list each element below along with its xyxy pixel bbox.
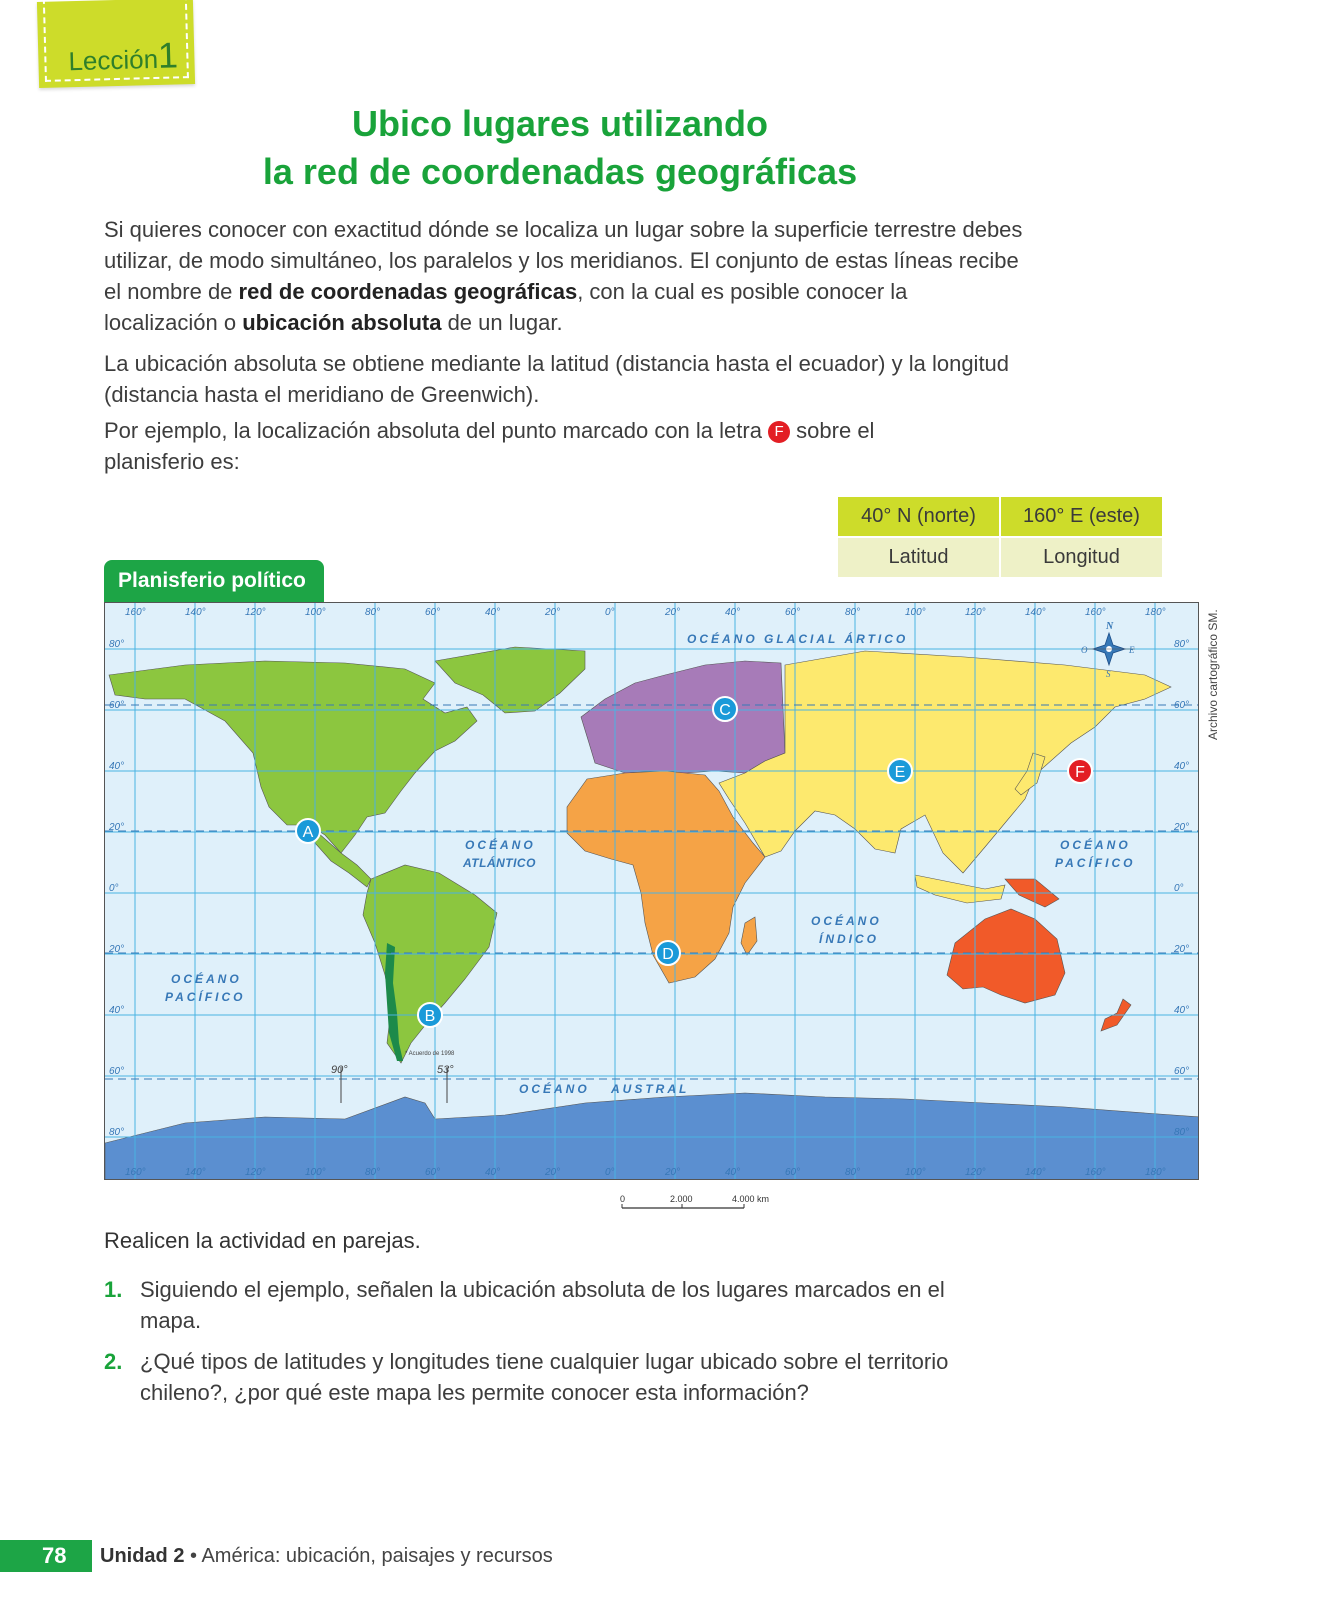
- lat-label-right: 60°: [1174, 1066, 1190, 1077]
- lon-label-top: 100°: [905, 607, 926, 618]
- label-53: 53°: [437, 1064, 454, 1076]
- marker-f: [1068, 759, 1092, 783]
- intro-paragraph-1: [104, 214, 1024, 338]
- svg-text:E: E: [894, 764, 906, 781]
- world-map-svg: [105, 603, 1199, 1180]
- compass-s: S: [1106, 669, 1111, 679]
- lon-label-top: 20°: [665, 607, 681, 618]
- lon-label-bottom: 100°: [905, 1167, 926, 1178]
- lon-label-top: 160°: [1085, 607, 1106, 618]
- svg-text:D: D: [662, 946, 674, 963]
- lat-label-left: 40°: [109, 761, 125, 772]
- lon-label-top: 60°: [785, 607, 801, 618]
- svg-text:B: B: [424, 1008, 436, 1025]
- svg-text:C: C: [719, 702, 731, 719]
- lon-label-bottom: 20°: [545, 1167, 561, 1178]
- south-america: [363, 865, 497, 1063]
- activity-item-1: [104, 1274, 964, 1336]
- lon-label-top: 120°: [965, 607, 986, 618]
- lesson-number: 1: [157, 34, 179, 76]
- lon-label-bottom: 40°: [485, 1167, 501, 1178]
- lon-label-top: 40°: [725, 607, 741, 618]
- marker-d: [656, 941, 680, 965]
- intro-text: , con la cual es posible conocer la localización o: [104, 279, 908, 335]
- footer-separator: •: [184, 1545, 202, 1567]
- ocean-austral-1: OCÉANO: [519, 1082, 590, 1096]
- world-map: [104, 602, 1199, 1180]
- lat-label-right: 80°: [1174, 639, 1190, 650]
- lon-label-top: 180°: [1145, 607, 1166, 618]
- scale-2000: 2.000: [670, 1194, 693, 1204]
- intro-paragraph-3: [104, 415, 944, 477]
- scale-0: 0: [620, 1194, 626, 1204]
- intro-text: de un lugar.: [441, 310, 563, 335]
- lon-label-bottom: 160°: [1085, 1167, 1106, 1178]
- lon-label-bottom: 60°: [785, 1167, 801, 1178]
- lat-label-left: 80°: [109, 1127, 125, 1138]
- lon-label-top: 100°: [305, 607, 326, 618]
- svg-text:A: A: [302, 824, 314, 841]
- latitude-value: 40° N (norte): [838, 497, 999, 536]
- svg-text:F: F: [1075, 764, 1085, 781]
- item-number: 1.: [104, 1277, 123, 1302]
- lon-label-bottom: 180°: [1145, 1167, 1166, 1178]
- lat-label-left: 20°: [109, 822, 125, 833]
- footer-subject: América: ubicación, paisajes y recursos: [201, 1545, 553, 1567]
- lon-label-bottom: 0°: [605, 1167, 615, 1178]
- footer-text: [100, 1540, 553, 1572]
- lon-label-top: 120°: [245, 607, 266, 618]
- map-label: Planisferio político: [104, 560, 324, 602]
- greenland: [435, 647, 585, 713]
- item-text: Siguiendo el ejemplo, señalen la ubicación absoluta de los lugares marcados en el mapa.: [140, 1277, 945, 1333]
- ocean-austral-2: AUSTRAL: [611, 1082, 690, 1096]
- map-credit: Archivo cartográfico SM.: [1206, 609, 1220, 740]
- lon-label-bottom: 80°: [845, 1167, 861, 1178]
- lat-label-right: 40°: [1174, 761, 1190, 772]
- title-line-1: Ubico lugares utilizando: [351, 103, 769, 144]
- scale-4000: 4.000 km: [732, 1194, 770, 1204]
- madagascar: [741, 917, 757, 955]
- lat-label-right: 20°: [1174, 944, 1190, 955]
- intro-text: Si quieres conocer con exactitud dónde se localiza un lugar sobre la superficie terrestre debes utilizar, de modo simultáneo, los paralelos y los meridianos. El conjunto de estas líneas recibe el nombre de: [104, 217, 1023, 304]
- australia: [947, 909, 1065, 1003]
- lon-label-top: 0°: [605, 607, 615, 618]
- lon-label-top: 140°: [1025, 607, 1046, 618]
- lat-label-left: 60°: [109, 1066, 125, 1077]
- marker-e: [888, 759, 912, 783]
- item-text: ¿Qué tipos de latitudes y longitudes tiene cualquier lugar ubicado sobre el territorio chileno?, ¿por qué este mapa les permite conocer esta información?: [140, 1349, 949, 1405]
- lat-label-left: 60°: [109, 700, 125, 711]
- compass-o: O: [1081, 645, 1088, 655]
- lat-label-right: 80°: [1174, 1127, 1190, 1138]
- intro-paragraph-2: La ubicación absoluta se obtiene mediante la latitud (distancia hasta el ecuador) y la longitud (distancia hasta el meridiano de Greenwich).: [104, 351, 1010, 407]
- lat-label-left: 80°: [109, 639, 125, 650]
- ocean-pacific-east-1: OCÉANO: [1060, 838, 1131, 852]
- item-number: 2.: [104, 1349, 123, 1374]
- activity-item-2: [104, 1346, 964, 1408]
- intro-bold-term: ubicación absoluta: [242, 310, 442, 335]
- lon-label-top: 20°: [545, 607, 561, 618]
- lon-label-bottom: 40°: [725, 1167, 741, 1178]
- ocean-atlantic-1: OCÉANO: [465, 838, 536, 852]
- page-number: 78: [42, 1543, 67, 1568]
- lon-label-top: 140°: [185, 607, 206, 618]
- ocean-pacific-west-2: PACÍFICO: [165, 990, 246, 1004]
- page-title: [150, 100, 970, 196]
- lat-label-right: 20°: [1174, 822, 1190, 833]
- marker-f-badge: F: [768, 421, 790, 443]
- lon-label-top: 160°: [125, 607, 146, 618]
- lon-label-top: 80°: [365, 607, 381, 618]
- north-america: [109, 661, 477, 853]
- title-line-2: la red de coordenadas geográficas: [262, 151, 858, 192]
- lon-label-bottom: 60°: [425, 1167, 441, 1178]
- lat-label-right: 60°: [1174, 700, 1190, 711]
- lon-label-bottom: 160°: [125, 1167, 146, 1178]
- europe: [581, 661, 785, 773]
- intro-text: sobre el planisferio es:: [104, 418, 875, 474]
- intro-bold-term: red de coordenadas geográficas: [238, 279, 578, 304]
- lat-label-right: 40°: [1174, 1005, 1190, 1016]
- intro-text: Por ejemplo, la localización absoluta del punto marcado con la letra: [104, 418, 769, 443]
- lon-label-bottom: 80°: [365, 1167, 381, 1178]
- lon-label-bottom: 100°: [305, 1167, 326, 1178]
- marker-c: [713, 697, 737, 721]
- latitude-header: Latitud: [838, 538, 999, 577]
- lon-label-bottom: 140°: [185, 1167, 206, 1178]
- lat-label-left: 40°: [109, 1005, 125, 1016]
- lat-label-left: 0°: [109, 883, 119, 894]
- lesson-tab: [37, 0, 195, 88]
- ocean-pacific-east-2: PACÍFICO: [1055, 856, 1136, 870]
- ocean-arctic: OCÉANO GLACIAL ÁRTICO: [687, 632, 909, 646]
- activity-intro: Realicen la actividad en parejas.: [104, 1228, 421, 1253]
- footer-unit: Unidad 2: [100, 1545, 185, 1567]
- compass-e: E: [1129, 645, 1135, 655]
- ocean-atlantic-2: ATLÁNTICO: [463, 856, 536, 870]
- lon-label-top: 60°: [425, 607, 441, 618]
- indonesia: [915, 875, 1005, 903]
- map-scale: [620, 1192, 790, 1227]
- marker-b: [418, 1003, 442, 1027]
- marker-a: [296, 819, 320, 843]
- lesson-label-text: Lección: [68, 43, 159, 77]
- longitude-value: 160° E (este): [1001, 497, 1162, 536]
- compass-n: N: [1106, 621, 1114, 632]
- ocean-indian-1: OCÉANO: [811, 914, 882, 928]
- lon-label-top: 80°: [845, 607, 861, 618]
- ocean-indian-2: ÍNDICO: [819, 932, 879, 946]
- lat-label-right: 0°: [1174, 883, 1184, 894]
- ocean-pacific-west-1: OCÉANO: [171, 972, 242, 986]
- antarctic-note: * Acuerdo de 1998: [405, 1051, 455, 1057]
- lon-label-bottom: 140°: [1025, 1167, 1046, 1178]
- label-90: 90°: [331, 1064, 348, 1076]
- lon-label-bottom: 120°: [965, 1167, 986, 1178]
- lesson-label: [68, 34, 179, 79]
- lon-label-top: 40°: [485, 607, 501, 618]
- coordinates-table: [836, 495, 1164, 579]
- lat-label-left: 20°: [109, 944, 125, 955]
- lon-label-bottom: 20°: [665, 1167, 681, 1178]
- lon-label-bottom: 120°: [245, 1167, 266, 1178]
- longitude-header: Longitud: [1001, 538, 1162, 577]
